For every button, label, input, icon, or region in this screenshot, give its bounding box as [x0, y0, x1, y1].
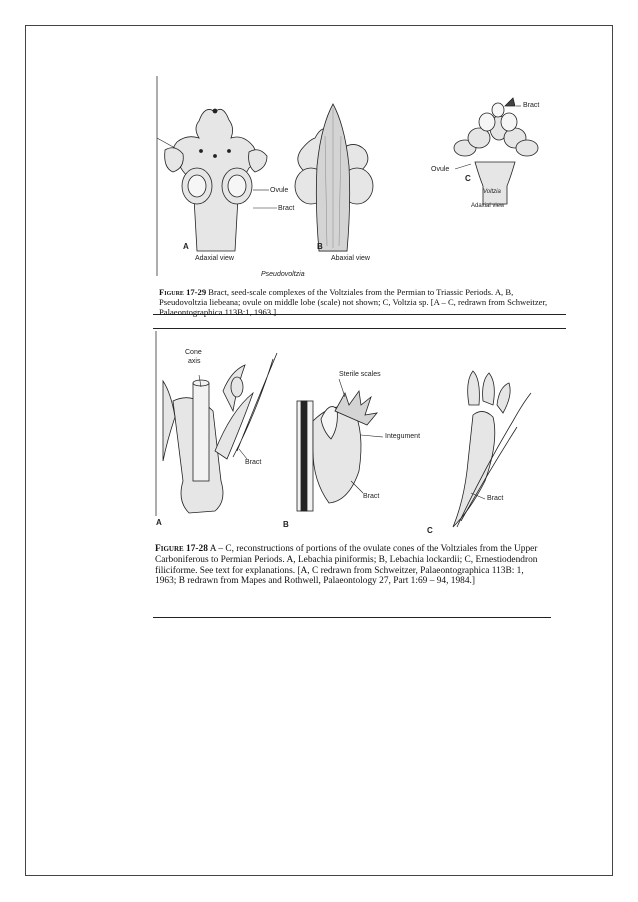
caption-17-29-text: Bract, seed-scale complexes of the Voltziales from the Permian to Triassic Periods. A, B, Pseudovoltzia liebeana; ovule on middle lobe (scale) not shown; C, Voltzia sp. [A – C, redrawn from Schweitzer, Palaeontographica 113B:1, 1963.] — [159, 287, 548, 317]
panel-a-cone-reconstruction — [163, 353, 277, 513]
caption-17-29 — [159, 288, 559, 318]
label-abaxial-b: Abaxial view — [331, 255, 370, 262]
caption-17-28-number: Figure 17-28 — [155, 544, 208, 554]
label-ovule-a: Ovule — [270, 187, 289, 194]
label-panel-c: C — [465, 174, 471, 183]
panel-b-bract-scale — [295, 104, 373, 251]
label-panel-b: B — [317, 242, 323, 251]
figure-17-28-bottom-rule — [153, 617, 551, 618]
label-bract-c: Bract — [487, 495, 504, 502]
caption-17-28-text: A – C, reconstructions of portions of the ovulate cones of the Voltziales from the Upper Carboniferous to Permian Periods. A, Lebachia piniformis; B, Lebachia lockardii; C, Ernestiodendron filiciforme. See text for explanations. [A, C redrawn from Schweitzer, Palaeontographica 113B: 1, 1963; B redrawn from Mapes and Rothwell, Palaeontology 27, Part 1:69 – 94, 1984.] — [155, 544, 538, 587]
figure-17-28 — [153, 331, 551, 618]
panel-a-bract-scale — [165, 109, 267, 251]
caption-17-29-number: Figure 17-29 — [159, 287, 207, 297]
label-adaxial-a: Adaxial view — [195, 255, 234, 262]
label-integument: Integument — [385, 433, 421, 440]
label-sterile-scales: Sterile scales — [339, 371, 381, 378]
label-panel-b: B — [283, 520, 289, 529]
figure-17-29-bottom-rule — [153, 328, 566, 329]
label-adaxial-c: Adaxial view — [471, 203, 505, 209]
label-bract-b: Bract — [363, 493, 380, 500]
label-panel-a: A — [156, 518, 162, 527]
label-pseudovoltzia: Pseudovoltzia — [261, 271, 305, 278]
label-bract-c: Bract — [523, 102, 540, 109]
caption-17-28 — [155, 544, 547, 587]
label-panel-a: A — [183, 242, 189, 251]
label-ovule-c: Ovule — [431, 166, 450, 173]
label-axis: axis — [188, 358, 201, 365]
figure-17-29 — [153, 76, 566, 330]
label-bract-a: Bract — [278, 205, 295, 212]
label-panel-c: C — [427, 526, 433, 535]
label-bract-a: Bract — [245, 459, 262, 466]
panel-c-cone-reconstruction — [453, 371, 531, 527]
label-cone: Cone — [185, 349, 202, 356]
label-voltzia: Voltzia — [483, 189, 501, 195]
